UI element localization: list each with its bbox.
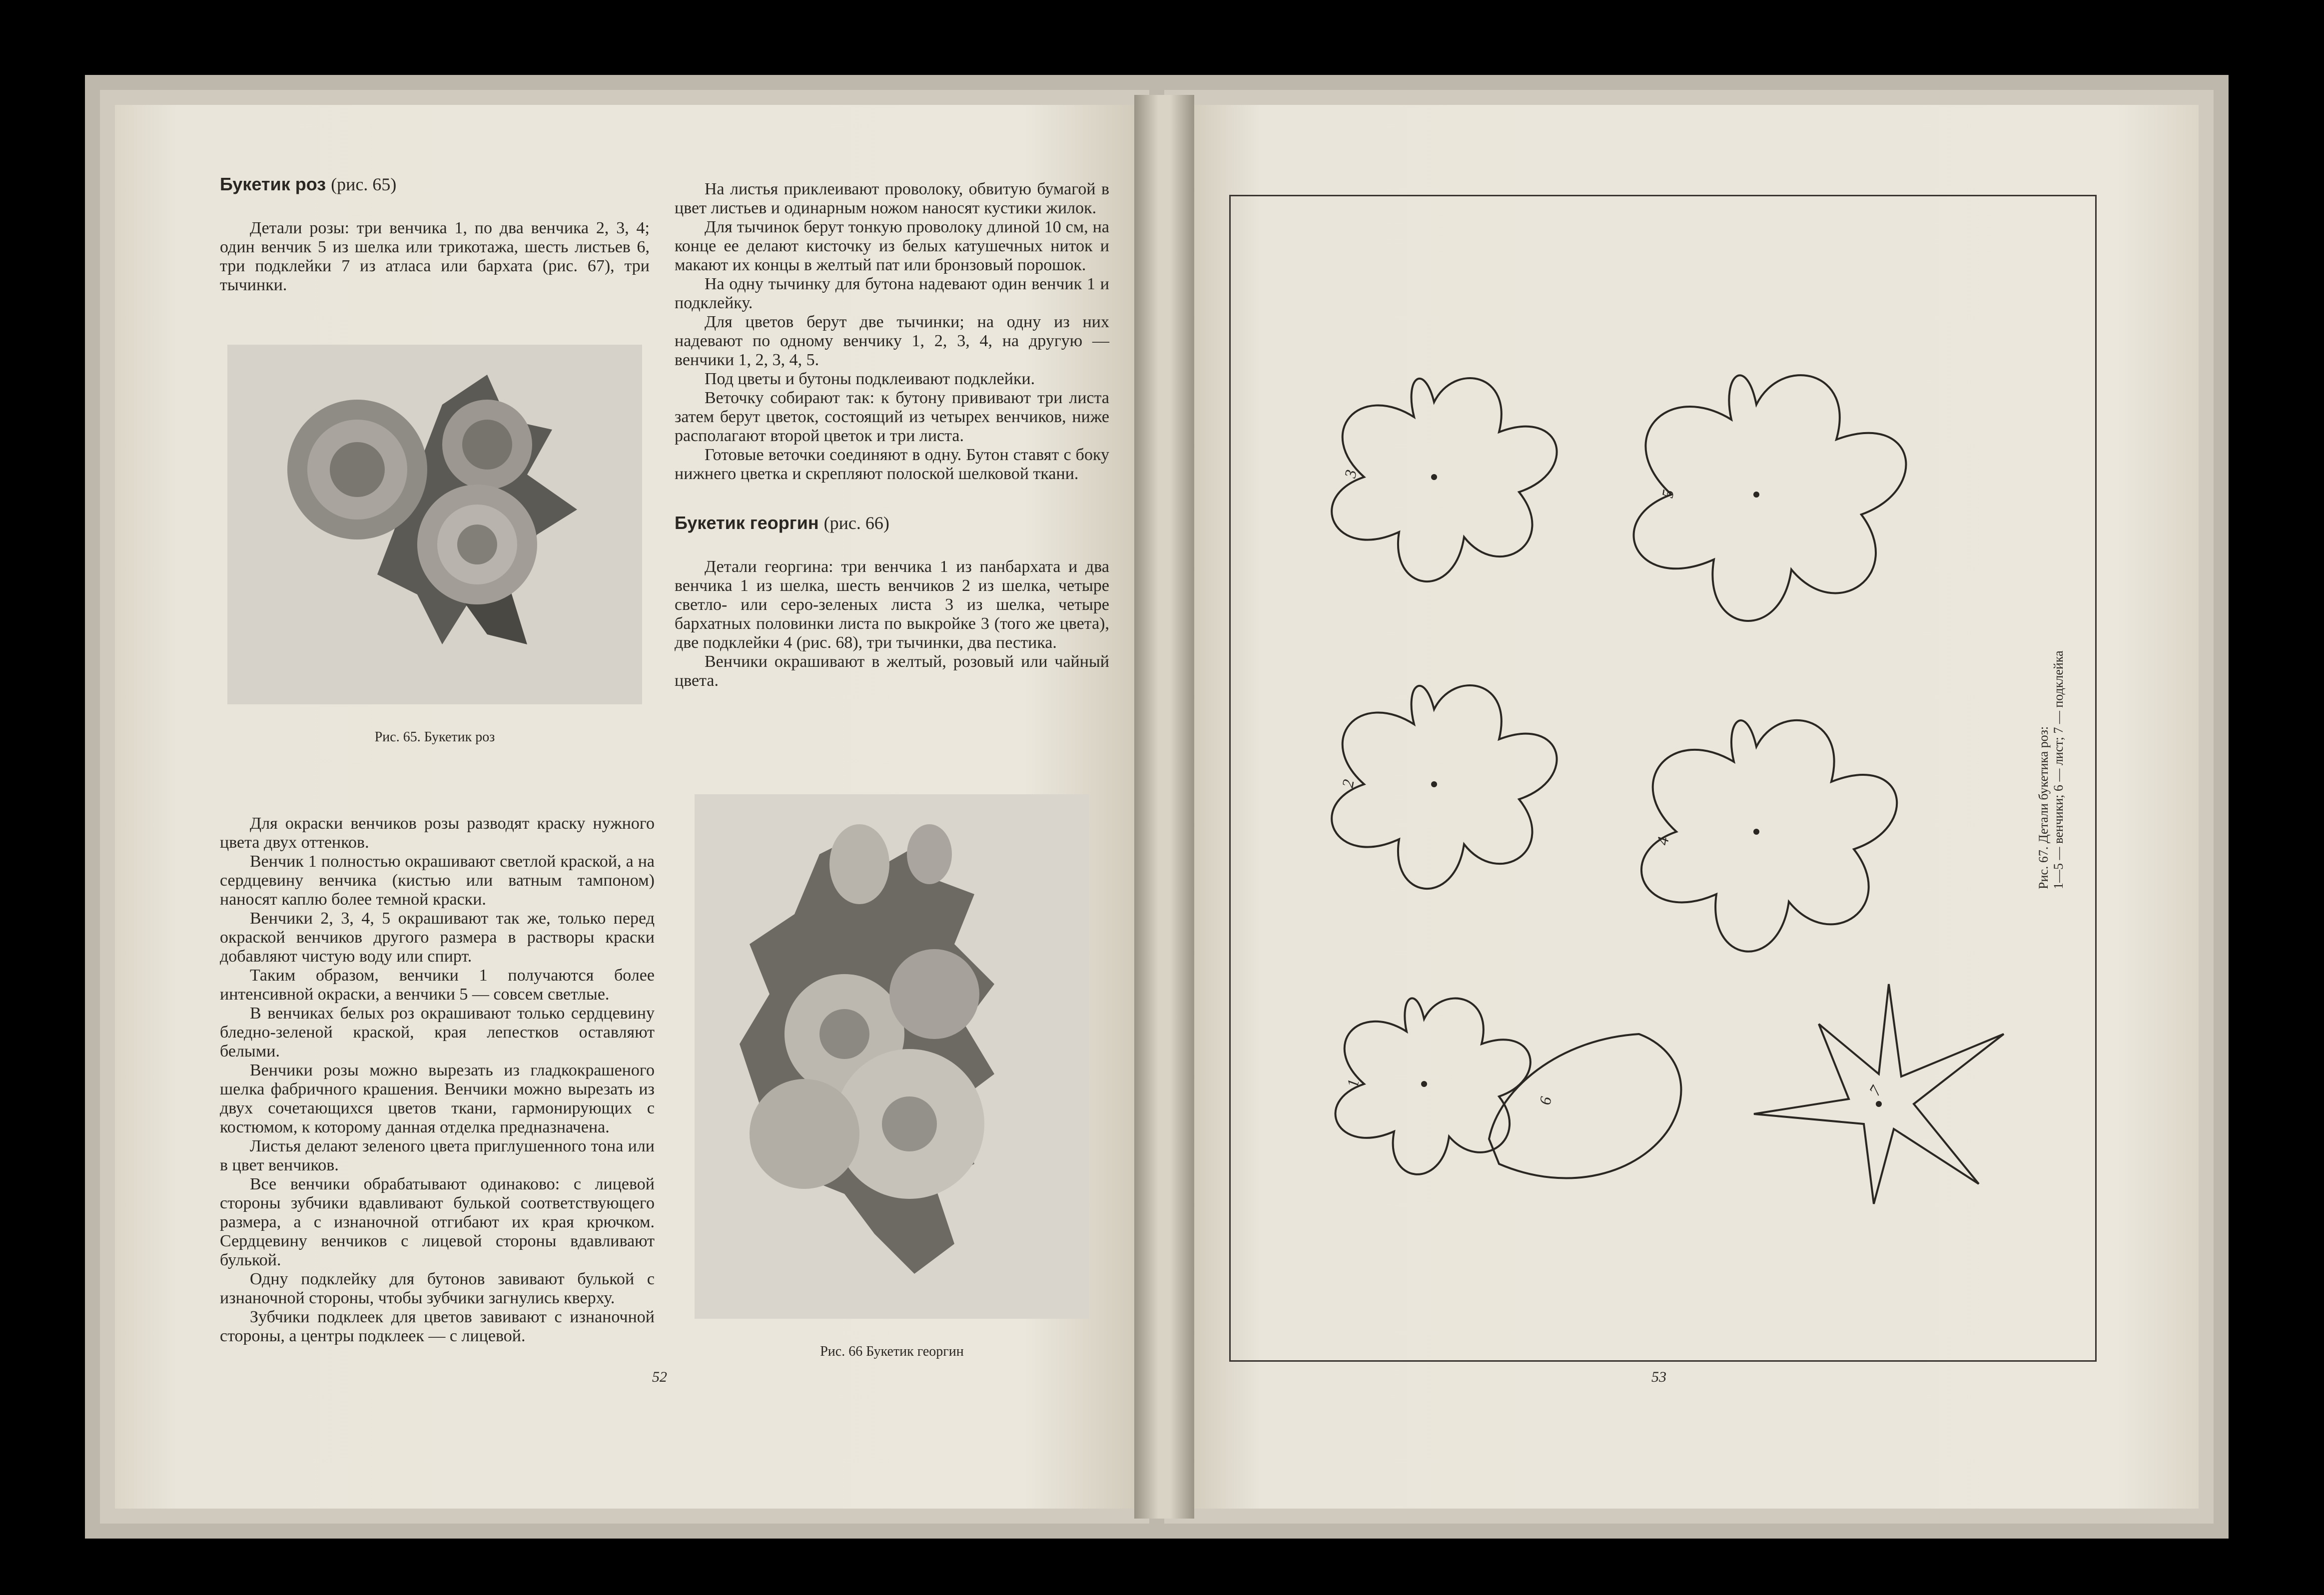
left-column-2 — [675, 180, 1109, 690]
figure-65-caption: Рис. 65. Букетик роз — [374, 729, 495, 745]
figure-ref: (рис. 65) — [331, 174, 397, 194]
petal-2 — [1332, 685, 1556, 889]
paragraph: Венчик 1 полностью окрашивают светлой краской, а на сердцевину венчика (кистью или ватным тампоном) наносят каплю более темной краски. — [220, 852, 655, 909]
section-title: Букетик роз — [220, 174, 326, 194]
paragraph: Готовые веточки соединяют в одну. Бутон ставят с боку нижнего цветка и скрепляют полоской шелковой ткани. — [675, 446, 1109, 483]
paragraph: Детали георгина: три венчика 1 из панбархата и два венчика 1 из шелка, шесть венчиков 2 из шелка, четыре светло- или серо-зеленых листа 3 из шелка, четыре бархатных половинки листа по выкройке 3 (того же цвета), две подклейки 4 (рис. 68), три тычинки, два пестика. — [675, 557, 1109, 652]
paragraph: Все венчики обрабатывают одинаково: с лицевой стороны зубчики вдавливают булькой соответствующего размера, а с изнаночной отгибают их края крючком. Сердцевину венчиков с лицевой стороны вдавливают булькой. — [220, 1175, 655, 1269]
left-column-1 — [220, 175, 650, 295]
paragraph: Зубчики подклеек для цветов завивают с изнаночной стороны, а центры подклеек — с лицевой. — [220, 1308, 655, 1345]
paragraph: Для тычинок берут тонкую проволоку длиной 10 см, на конце ее делают кисточку из белых катушечных ниток и макают их концы в желтый пат или бронзовый порошок. — [675, 218, 1109, 274]
paragraph: Одну подклейку для бутонов завивают булькой с изнаночной стороны, чтобы зубчики загнулись кверху. — [220, 1270, 655, 1307]
paragraph: Венчики окрашивают в желтый, розовый или чайный цвета. — [675, 652, 1109, 690]
petal-1 — [1336, 998, 1531, 1174]
figure-67-caption-legend: 1—5 — венчики; 6 — лист; 7 — подклейка — [2051, 650, 2066, 889]
dahlia-bouquet-photo — [695, 794, 1089, 1319]
paragraph: Венчики розы можно вырезать из гладкокрашеного шелка фабричного крашения. Венчики можно вырезать из двух сочетающихся цветов ткани, гармонирующих с костюмом, к которому данная отделка предназначена. — [220, 1061, 655, 1136]
section-title: Букетик георгин — [675, 513, 819, 533]
paragraph: Таким образом, венчики 1 получаются более интенсивной окраски, а венчики 5 — совсем светлые. — [220, 966, 655, 1004]
paragraph: Венчики 2, 3, 4, 5 окрашивают так же, только перед окраской венчиков другого размера в растворы краски добавляют чистую воду или спирт. — [220, 909, 655, 966]
petal-4 — [1641, 720, 1897, 952]
page-number-right: 53 — [1651, 1369, 1666, 1385]
pattern-label-2: 2 — [1338, 778, 1358, 789]
paragraph: На одну тычинку для бутона надевают один венчик 1 и подклейку. — [675, 275, 1109, 312]
paragraph: На листья приклеивают проволоку, обвитую бумагой в цвет листьев и одинарным ножом наносят кустики жилок. — [675, 180, 1109, 217]
paragraph: Детали розы: три венчика 1, по два венчика 2, 3, 4; один венчик 5 из шелка или трикотажа, шесть листьев 6, три подклейки 7 из атласа или бархата (рис. 67), три тычинки. — [220, 219, 650, 294]
dahlia-bouquet-image — [695, 794, 1089, 1319]
petal-3 — [1332, 378, 1556, 581]
rose-pattern-drawing — [1229, 195, 2094, 1359]
pattern-label-6: 6 — [1536, 1095, 1555, 1106]
paragraph: Листья делают зеленого цвета приглушенного тона или в цвет венчиков. — [220, 1137, 655, 1174]
pattern-label-7: 7 — [1865, 1082, 1885, 1099]
book-gutter — [1134, 95, 1194, 1519]
section-heading-roses — [220, 175, 650, 194]
section-heading-dahlias — [675, 514, 1109, 532]
paragraph: Для цветов берут две тычинки; на одну из них надевают по одному венчику 1, 2, 3, 4, на другую — венчики 1, 2, 3, 4, 5. — [675, 313, 1109, 369]
rose-bouquet-photo — [227, 345, 642, 704]
pattern-label-4: 4 — [1653, 835, 1672, 847]
center-dots — [1421, 474, 1882, 1107]
left-column-1-lower — [220, 814, 655, 1346]
paragraph: В венчиках белых роз окрашивают только сердцевину бледно-зеленой краской, края лепестков оставляют белыми. — [220, 1004, 655, 1061]
paragraph: Для окраски венчиков розы разводят краску нужного цвета двух оттенков. — [220, 814, 655, 852]
petal-patterns — [1332, 375, 2004, 1204]
page-number-left: 52 — [652, 1369, 667, 1385]
figure-67-caption — [2036, 650, 2066, 889]
figure-67-caption-title: Рис. 67. Детали букетика роз: — [2036, 726, 2051, 889]
figure-ref: (рис. 66) — [823, 513, 889, 533]
figure-66-caption: Рис. 66 Букетик георгин — [820, 1344, 964, 1359]
pattern-label-3: 3 — [1341, 468, 1360, 480]
paragraph: Веточку собирают так: к бутону прививают три листа затем берут цветок, состоящий из четырех венчиков, ниже располагают второй цветок и три листа. — [675, 389, 1109, 445]
rose-bouquet-image — [227, 345, 642, 704]
pattern-label-1: 1 — [1343, 1077, 1363, 1089]
paragraph: Под цветы и бутоны подклеивают подклейки. — [705, 370, 1035, 388]
leaf-6 — [1489, 1034, 1681, 1178]
pattern-label-5: 5 — [1658, 488, 1677, 500]
